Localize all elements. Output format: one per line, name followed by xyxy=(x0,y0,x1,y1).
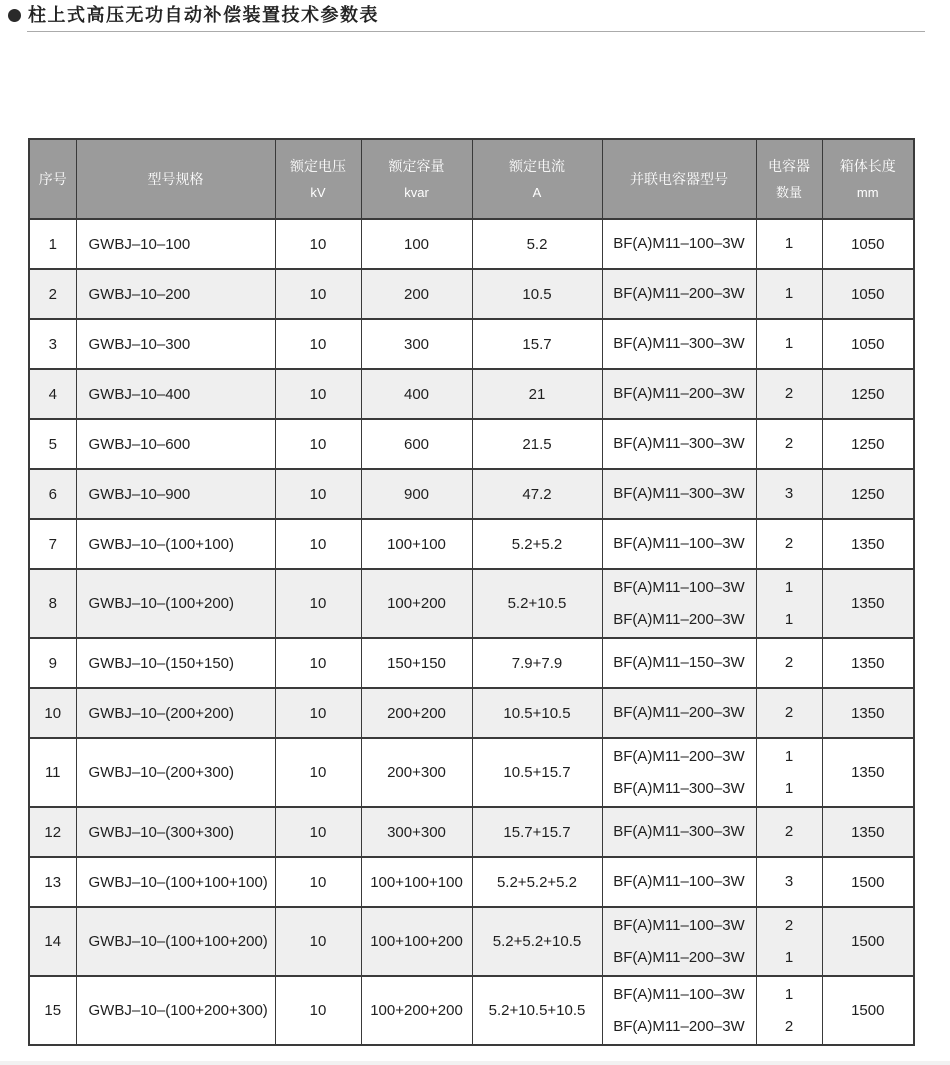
cell-capacity: 900 xyxy=(361,469,472,519)
cell-voltage: 10 xyxy=(275,569,361,638)
cell-cap-model: BF(A)M11–100–3W xyxy=(602,219,756,269)
page-bottom-strip xyxy=(0,1061,950,1065)
cell-voltage: 10 xyxy=(275,638,361,688)
bullet-icon xyxy=(8,9,21,22)
cell-qty: 1 2 xyxy=(756,976,822,1045)
cell-length: 1350 xyxy=(822,688,914,738)
cell-length: 1500 xyxy=(822,907,914,976)
cell-model: GWBJ–10–(200+200) xyxy=(76,688,275,738)
cell-capacity: 300 xyxy=(361,319,472,369)
cell-voltage: 10 xyxy=(275,738,361,807)
cell-no: 5 xyxy=(29,419,76,469)
cell-capacity: 400 xyxy=(361,369,472,419)
cell-length: 1250 xyxy=(822,419,914,469)
cell-cap-model: BF(A)M11–100–3W xyxy=(602,857,756,907)
cell-no: 12 xyxy=(29,807,76,857)
cell-cap-model: BF(A)M11–200–3W xyxy=(602,688,756,738)
cell-length: 1350 xyxy=(822,738,914,807)
cell-model: GWBJ–10–(100+200+300) xyxy=(76,976,275,1045)
cell-qty: 2 1 xyxy=(756,907,822,976)
table-row xyxy=(29,976,914,1045)
cell-voltage: 10 xyxy=(275,976,361,1045)
cell-current: 5.2+10.5 xyxy=(472,569,602,638)
cell-qty: 3 xyxy=(756,469,822,519)
cell-length: 1050 xyxy=(822,219,914,269)
cell-current: 10.5+10.5 xyxy=(472,688,602,738)
cell-current: 5.2+10.5+10.5 xyxy=(472,976,602,1045)
cell-qty: 1 xyxy=(756,219,822,269)
table-row xyxy=(29,688,914,738)
cell-model: GWBJ–10–(100+200) xyxy=(76,569,275,638)
cell-voltage: 10 xyxy=(275,219,361,269)
cell-no: 14 xyxy=(29,907,76,976)
column-header-length: 箱体长度 mm xyxy=(822,139,914,219)
cell-current: 15.7 xyxy=(472,319,602,369)
cell-qty: 1 1 xyxy=(756,738,822,807)
column-header-qty: 电容器 数量 xyxy=(756,139,822,219)
cell-length: 1050 xyxy=(822,269,914,319)
column-header-current: 额定电流 A xyxy=(472,139,602,219)
cell-model: GWBJ–10–300 xyxy=(76,319,275,369)
cell-capacity: 200+200 xyxy=(361,688,472,738)
cell-qty: 1 1 xyxy=(756,569,822,638)
cell-capacity: 600 xyxy=(361,419,472,469)
cell-voltage: 10 xyxy=(275,519,361,569)
cell-cap-model: BF(A)M11–300–3W xyxy=(602,807,756,857)
cell-capacity: 150+150 xyxy=(361,638,472,688)
cell-voltage: 10 xyxy=(275,319,361,369)
column-header-cap-model: 并联电容器型号 xyxy=(602,139,756,219)
cell-cap-model: BF(A)M11–300–3W xyxy=(602,469,756,519)
cell-voltage: 10 xyxy=(275,269,361,319)
cell-length: 1250 xyxy=(822,469,914,519)
cell-capacity: 200+300 xyxy=(361,738,472,807)
cell-no: 7 xyxy=(29,519,76,569)
cell-cap-model: BF(A)M11–200–3W xyxy=(602,369,756,419)
cell-capacity: 200 xyxy=(361,269,472,319)
cell-capacity: 100+100+200 xyxy=(361,907,472,976)
cell-model: GWBJ–10–(150+150) xyxy=(76,638,275,688)
cell-cap-model: BF(A)M11–100–3W xyxy=(602,519,756,569)
cell-qty: 2 xyxy=(756,688,822,738)
cell-cap-model: BF(A)M11–100–3W BF(A)M11–200–3W xyxy=(602,907,756,976)
cell-voltage: 10 xyxy=(275,857,361,907)
cell-cap-model: BF(A)M11–100–3W BF(A)M11–200–3W xyxy=(602,569,756,638)
cell-cap-model: BF(A)M11–300–3W xyxy=(602,319,756,369)
cell-length: 1500 xyxy=(822,976,914,1045)
table-row xyxy=(29,738,914,807)
cell-qty: 1 xyxy=(756,269,822,319)
cell-current: 21.5 xyxy=(472,419,602,469)
cell-qty: 1 xyxy=(756,319,822,369)
cell-length: 1050 xyxy=(822,319,914,369)
cell-model: GWBJ–10–100 xyxy=(76,219,275,269)
cell-no: 15 xyxy=(29,976,76,1045)
cell-current: 5.2+5.2+10.5 xyxy=(472,907,602,976)
table-row xyxy=(29,419,914,469)
cell-no: 11 xyxy=(29,738,76,807)
cell-capacity: 300+300 xyxy=(361,807,472,857)
cell-length: 1250 xyxy=(822,369,914,419)
cell-current: 47.2 xyxy=(472,469,602,519)
cell-model: GWBJ–10–400 xyxy=(76,369,275,419)
cell-capacity: 100+200+200 xyxy=(361,976,472,1045)
cell-current: 5.2 xyxy=(472,219,602,269)
parameters-table xyxy=(28,138,915,1046)
cell-no: 9 xyxy=(29,638,76,688)
cell-model: GWBJ–10–(100+100) xyxy=(76,519,275,569)
cell-voltage: 10 xyxy=(275,688,361,738)
cell-no: 8 xyxy=(29,569,76,638)
cell-no: 6 xyxy=(29,469,76,519)
cell-capacity: 100+200 xyxy=(361,569,472,638)
cell-qty: 2 xyxy=(756,807,822,857)
cell-voltage: 10 xyxy=(275,419,361,469)
cell-no: 1 xyxy=(29,219,76,269)
cell-length: 1350 xyxy=(822,807,914,857)
cell-no: 3 xyxy=(29,319,76,369)
cell-length: 1350 xyxy=(822,638,914,688)
cell-qty: 2 xyxy=(756,638,822,688)
cell-cap-model: BF(A)M11–150–3W xyxy=(602,638,756,688)
table-header-row xyxy=(29,139,914,219)
cell-model: GWBJ–10–200 xyxy=(76,269,275,319)
cell-current: 10.5+15.7 xyxy=(472,738,602,807)
cell-model: GWBJ–10–(100+100+100) xyxy=(76,857,275,907)
table-row xyxy=(29,519,914,569)
cell-voltage: 10 xyxy=(275,907,361,976)
cell-length: 1500 xyxy=(822,857,914,907)
cell-no: 10 xyxy=(29,688,76,738)
page-header xyxy=(8,5,379,27)
cell-model: GWBJ–10–900 xyxy=(76,469,275,519)
cell-current: 5.2+5.2 xyxy=(472,519,602,569)
cell-current: 10.5 xyxy=(472,269,602,319)
table-row xyxy=(29,219,914,269)
table-row xyxy=(29,319,914,369)
cell-voltage: 10 xyxy=(275,469,361,519)
cell-capacity: 100+100+100 xyxy=(361,857,472,907)
cell-qty: 2 xyxy=(756,419,822,469)
table-body xyxy=(29,219,914,1045)
cell-cap-model: BF(A)M11–300–3W xyxy=(602,419,756,469)
cell-model: GWBJ–10–600 xyxy=(76,419,275,469)
cell-no: 4 xyxy=(29,369,76,419)
table-row xyxy=(29,569,914,638)
table-row xyxy=(29,269,914,319)
cell-cap-model: BF(A)M11–200–3W BF(A)M11–300–3W xyxy=(602,738,756,807)
cell-model: GWBJ–10–(200+300) xyxy=(76,738,275,807)
cell-cap-model: BF(A)M11–100–3W BF(A)M11–200–3W xyxy=(602,976,756,1045)
table-row xyxy=(29,469,914,519)
cell-current: 21 xyxy=(472,369,602,419)
cell-model: GWBJ–10–(100+100+200) xyxy=(76,907,275,976)
cell-length: 1350 xyxy=(822,519,914,569)
cell-qty: 2 xyxy=(756,369,822,419)
column-header-model: 型号规格 xyxy=(76,139,275,219)
column-header-capacity: 额定容量 kvar xyxy=(361,139,472,219)
cell-length: 1350 xyxy=(822,569,914,638)
title-underline xyxy=(27,31,925,32)
cell-qty: 3 xyxy=(756,857,822,907)
cell-current: 15.7+15.7 xyxy=(472,807,602,857)
cell-current: 5.2+5.2+5.2 xyxy=(472,857,602,907)
cell-no: 2 xyxy=(29,269,76,319)
table-row xyxy=(29,369,914,419)
cell-voltage: 10 xyxy=(275,369,361,419)
cell-model: GWBJ–10–(300+300) xyxy=(76,807,275,857)
column-header-voltage: 额定电压 kV xyxy=(275,139,361,219)
cell-capacity: 100+100 xyxy=(361,519,472,569)
table-row xyxy=(29,638,914,688)
cell-no: 13 xyxy=(29,857,76,907)
table-row xyxy=(29,807,914,857)
cell-capacity: 100 xyxy=(361,219,472,269)
column-header-no: 序号 xyxy=(29,139,76,219)
cell-current: 7.9+7.9 xyxy=(472,638,602,688)
cell-qty: 2 xyxy=(756,519,822,569)
cell-voltage: 10 xyxy=(275,807,361,857)
table-row xyxy=(29,857,914,907)
page-title: 柱上式高压无功自动补偿装置技术参数表 xyxy=(28,5,379,25)
table-row xyxy=(29,907,914,976)
cell-cap-model: BF(A)M11–200–3W xyxy=(602,269,756,319)
